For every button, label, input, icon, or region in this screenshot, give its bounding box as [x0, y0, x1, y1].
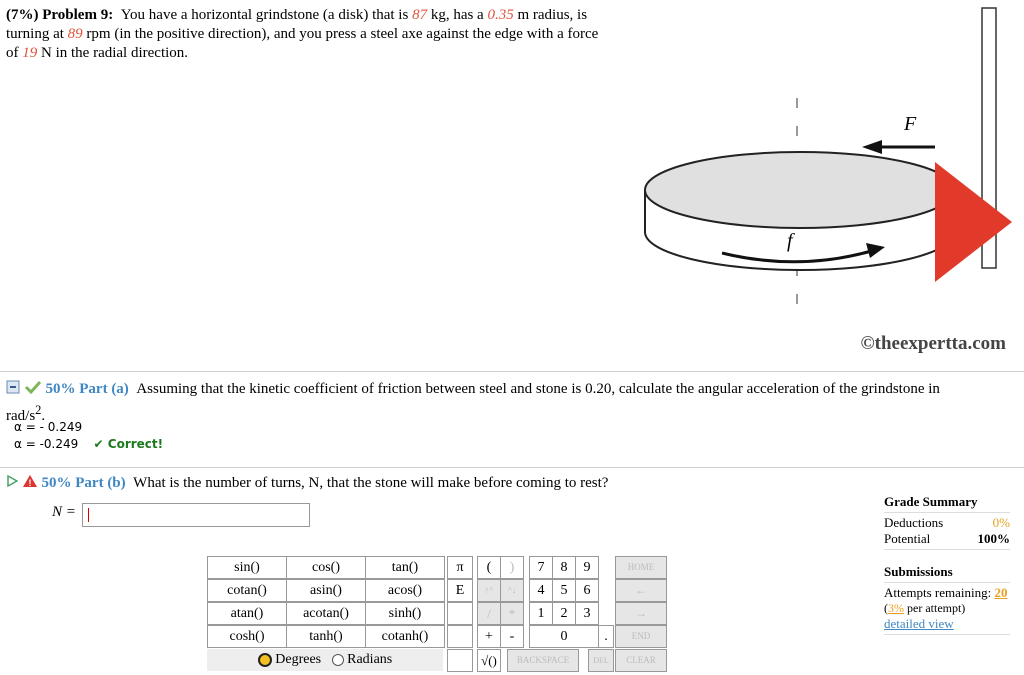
blank-key	[447, 625, 473, 648]
part-a	[6, 379, 1006, 426]
tanh-button[interactable]: tanh()	[286, 625, 366, 648]
sinh-button[interactable]: sinh()	[365, 602, 445, 625]
warning-icon	[22, 474, 38, 493]
part-a-unit: rad/$s^2$.	[6, 402, 46, 424]
force-value: 19	[22, 45, 38, 61]
problem-label: Problem 9:	[42, 7, 114, 23]
acotan-button[interactable]: acotan()	[286, 602, 366, 625]
atan-button[interactable]: atan()	[207, 602, 287, 625]
copyright: ©theexpertta.com	[860, 333, 1006, 354]
blank-key	[447, 602, 473, 625]
problem-text: kg, has a	[430, 7, 484, 23]
problem-text: of	[6, 45, 19, 61]
pi-button[interactable]: π	[447, 556, 473, 579]
digit-2[interactable]: 2	[552, 602, 576, 625]
detailed-view-link[interactable]: detailed view	[884, 616, 954, 631]
attempts-row	[884, 585, 1010, 601]
right-arrow-button[interactable]: →	[615, 602, 667, 625]
degrees-radio[interactable]	[258, 653, 272, 667]
up-button[interactable]: ↑^	[477, 579, 501, 602]
part-a-label: 50% Part (a)	[45, 381, 129, 397]
radians-label: Radians	[347, 652, 393, 667]
problem-percent: (7%)	[6, 7, 39, 23]
svg-text:!: !	[28, 478, 32, 488]
part-a-question: Assuming that the kinetic coefficient of friction between steel and stone is 0.20, calculate the angular acceleration of the grindstone in	[136, 381, 940, 397]
potential-value: 100%	[977, 531, 1010, 546]
n-label: N =	[52, 504, 76, 520]
digit-8[interactable]: 8	[552, 556, 576, 579]
submissions-title: Submissions	[884, 564, 953, 579]
grade-summary	[884, 494, 1010, 637]
divider	[884, 582, 1010, 583]
text-caret	[88, 508, 89, 522]
per-attempt-row	[884, 601, 1010, 616]
part-b-question: What is the number of turns, N, that the stone will make before coming to rest?	[133, 474, 609, 491]
force-label: F	[904, 113, 917, 135]
radians-radio[interactable]	[332, 654, 344, 666]
divider	[884, 512, 1010, 513]
part-a-answers	[14, 420, 163, 451]
e-button[interactable]: E	[447, 579, 473, 602]
divider	[884, 634, 1010, 635]
digit-9[interactable]: 9	[575, 556, 599, 579]
expand-arrow-icon[interactable]	[6, 475, 18, 492]
home-button[interactable]: HOME	[615, 556, 667, 579]
sqrt-button[interactable]: √()	[477, 649, 501, 672]
decimal-button[interactable]: .	[598, 625, 614, 648]
part-b-label: 50% Part (b)	[41, 474, 126, 491]
end-button[interactable]: END	[615, 625, 667, 648]
divider	[0, 467, 1024, 468]
answer-line: α = - 0.249	[14, 420, 83, 434]
problem-text: turning at	[6, 26, 64, 42]
digit-5[interactable]: 5	[552, 579, 576, 602]
answer-line	[14, 437, 163, 451]
attempts-label: Attempts remaining:	[884, 585, 992, 600]
rpm-value: 89	[67, 26, 83, 42]
check-icon	[24, 380, 42, 400]
deductions-value: 0%	[992, 515, 1010, 530]
friction-label: f	[787, 230, 793, 252]
open-paren-button[interactable]: (	[477, 556, 501, 579]
grade-summary-title: Grade Summary	[884, 494, 978, 509]
deductions-row	[884, 515, 1010, 531]
potential-row	[884, 531, 1010, 547]
digit-7[interactable]: 7	[529, 556, 553, 579]
problem-text: rpm (in the positive direction), and you press a steel axe against the edge with a force	[86, 26, 599, 42]
divider	[0, 371, 1024, 372]
cotanh-button[interactable]: cotanh()	[365, 625, 445, 648]
per-attempt-value: 3%	[888, 601, 904, 615]
cos-button[interactable]: cos()	[286, 556, 366, 579]
problem-text: N in the radial direction.	[41, 45, 189, 61]
digit-4[interactable]: 4	[529, 579, 553, 602]
backspace-button[interactable]: BACKSPACE	[507, 649, 579, 672]
divider	[884, 549, 1010, 550]
per-attempt-text: per attempt)	[907, 601, 966, 615]
digit-3[interactable]: 3	[575, 602, 599, 625]
divide-button[interactable]: /	[477, 602, 501, 625]
acos-button[interactable]: acos()	[365, 579, 445, 602]
correct-badge: ✔ Correct!	[93, 437, 164, 451]
per-attempt-open: (	[884, 601, 888, 615]
digit-1[interactable]: 1	[529, 602, 553, 625]
angle-mode	[207, 649, 443, 671]
digit-0[interactable]: 0	[529, 625, 599, 648]
collapse-icon[interactable]	[6, 380, 20, 400]
asin-button[interactable]: asin()	[286, 579, 366, 602]
answer-text: α = -0.249	[14, 437, 79, 451]
attempts-value: 20	[994, 585, 1008, 600]
disk-top	[645, 152, 955, 228]
degrees-label: Degrees	[275, 652, 322, 667]
del-button[interactable]: DEL	[588, 649, 614, 672]
deductions-label: Deductions	[884, 515, 944, 530]
plus-button[interactable]: +	[477, 625, 501, 648]
force-arrowhead	[862, 140, 882, 154]
clear-button[interactable]: CLEAR	[615, 649, 667, 672]
left-arrow-button[interactable]: ←	[615, 579, 667, 602]
calculator	[207, 556, 667, 674]
mass-value: 87	[412, 7, 428, 23]
down-button[interactable]: ^↓	[500, 579, 524, 602]
tan-button[interactable]: tan()	[365, 556, 445, 579]
sin-button[interactable]: sin()	[207, 556, 287, 579]
part-b	[6, 474, 608, 493]
blank-key	[447, 649, 473, 672]
cotan-button[interactable]: cotan()	[207, 579, 287, 602]
digit-6[interactable]: 6	[575, 579, 599, 602]
answer-input[interactable]	[82, 503, 310, 527]
multiply-button[interactable]: *	[500, 602, 524, 625]
close-paren-button[interactable]: )	[500, 556, 524, 579]
radius-value: 0.35	[487, 7, 514, 23]
problem-text: m radius, is	[517, 7, 588, 23]
axe-head	[935, 162, 1012, 282]
potential-label: Potential	[884, 531, 931, 546]
problem-text: You have a horizontal grindstone (a disk) that is	[120, 7, 409, 23]
cosh-button[interactable]: cosh()	[207, 625, 287, 648]
minus-button[interactable]: -	[500, 625, 524, 648]
